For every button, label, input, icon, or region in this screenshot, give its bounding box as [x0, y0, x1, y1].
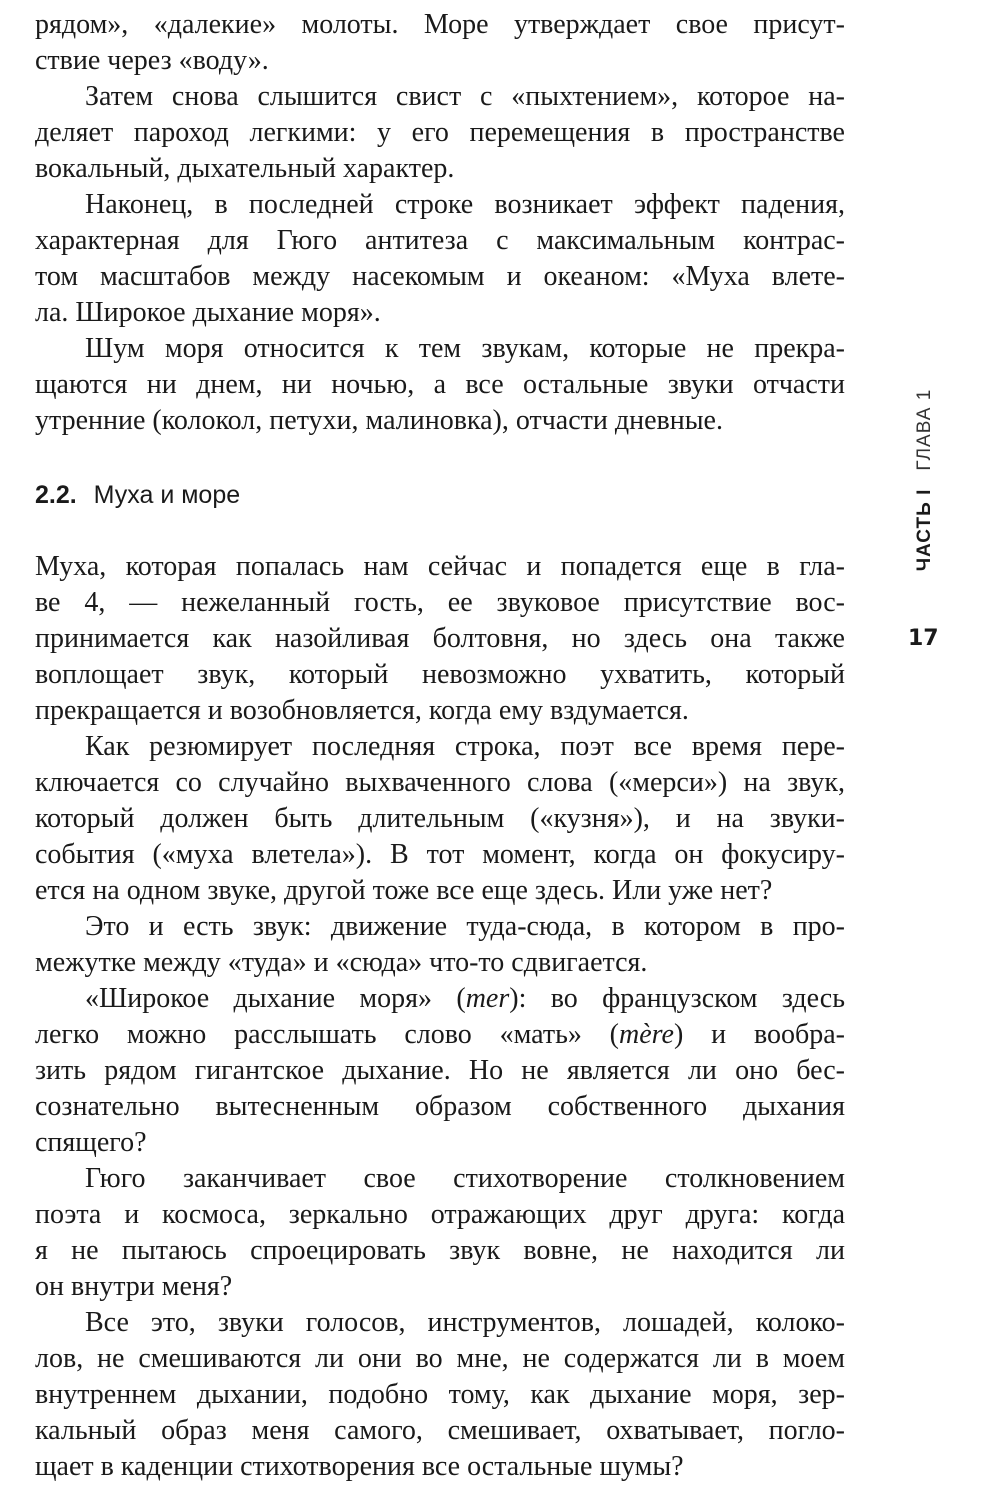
paragraph — [35, 549, 845, 729]
text-segment: принимается как назойливая болтовня, но здесь она также — [35, 623, 845, 654]
text-line — [35, 295, 845, 331]
text-line — [35, 1161, 845, 1197]
running-head-part: ЧАСТЬ I — [914, 488, 935, 572]
section-title: Муха и море — [93, 481, 241, 509]
text-segment: кальный образ меня самого, смешивает, охватывает, погло- — [35, 1415, 845, 1446]
text-line — [35, 1089, 845, 1125]
text-line — [35, 1305, 845, 1341]
text-segment: поэта и космоса, зеркально отражающих друг друга: когда — [35, 1199, 845, 1230]
text-segment: Как резюмирует последняя строка, поэт все время пере- — [85, 731, 845, 762]
text-segment: сознательно вытесненным образом собственного дыхания — [35, 1091, 845, 1122]
text-line — [35, 981, 845, 1017]
text-segment: Все это, звуки голосов, инструментов, лошадей, колоко- — [85, 1307, 845, 1338]
page-body — [35, 7, 845, 1485]
text-segment: спящего? — [35, 1127, 147, 1158]
text-segment: щаются ни днем, ни ночью, а все остальные звуки отчасти — [35, 369, 845, 400]
text-line — [35, 1197, 845, 1233]
text-line — [35, 7, 845, 43]
text-segment: Затем снова слышится свист с «пыхтением», которое на- — [85, 81, 845, 112]
paragraph — [35, 1161, 845, 1305]
text-segment: прекращается и возобновляется, когда ему вздумается. — [35, 695, 689, 726]
text-line — [35, 403, 845, 439]
text-line — [35, 1125, 845, 1161]
text-segment: Муха, которая попалась нам сейчас и попадется еще в гла- — [35, 551, 845, 582]
text-line — [35, 765, 845, 801]
text-line — [35, 79, 845, 115]
page-number: 17 — [908, 626, 939, 651]
text-line — [35, 1269, 845, 1305]
running-head — [905, 375, 945, 585]
text-line — [35, 945, 845, 981]
text-line — [35, 1377, 845, 1413]
paragraph — [35, 729, 845, 909]
text-line — [35, 115, 845, 151]
text-segment: он внутри меня? — [35, 1271, 233, 1302]
text-segment: ключается со случайно выхваченного слова («мерси») на звук, — [35, 767, 845, 798]
text-segment: ве 4, — нежеланный гость, ее звуковое присутствие вос- — [35, 587, 845, 618]
italic-text: mère — [619, 1019, 674, 1050]
text-line — [35, 367, 845, 403]
text-segment: ствие через «воду». — [35, 45, 269, 76]
text-segment: внутреннем дыхании, подобно тому, как дыхание моря, зер- — [35, 1379, 845, 1410]
text-line — [35, 585, 845, 621]
text-line — [35, 259, 845, 295]
text-segment: утренние (колокол, петухи, малиновка), отчасти дневные. — [35, 405, 723, 436]
paragraph — [35, 7, 845, 79]
text-segment: характерная для Гюго антитеза с максимальным контрас- — [35, 225, 845, 256]
text-line — [35, 729, 845, 765]
paragraph — [35, 331, 845, 439]
text-segment: ла. Широкое дыхание моря». — [35, 297, 381, 328]
text-segment: воплощает звук, который невозможно ухватить, который — [35, 659, 845, 690]
paragraph — [35, 981, 845, 1161]
text-segment: межутке между «туда» и «сюда» что-то сдвигается. — [35, 947, 648, 978]
text-segment: который должен быть длительным («кузня»), и на звуки- — [35, 803, 845, 834]
section-number: 2.2. — [35, 481, 77, 509]
text-line — [35, 909, 845, 945]
text-segment: Наконец, в последней строке возникает эффект падения, — [85, 189, 845, 220]
paragraphs-before-heading — [35, 7, 845, 439]
text-line — [35, 151, 845, 187]
text-segment: ется на одном звуке, другой тоже все еще здесь. Или уже нет? — [35, 875, 773, 906]
text-line — [35, 657, 845, 693]
text-line — [35, 1053, 845, 1089]
text-line — [35, 837, 845, 873]
text-segment: легко можно расслышать слово «мать» ( — [35, 1019, 620, 1050]
text-line — [35, 187, 845, 223]
text-line — [35, 801, 845, 837]
paragraph — [35, 187, 845, 331]
text-line — [35, 1017, 845, 1053]
text-segment: зить рядом гигантское дыхание. Но не является ли оно бес- — [35, 1055, 845, 1086]
text-line — [35, 693, 845, 729]
running-head-chapter: ГЛАВА 1 — [914, 388, 935, 471]
text-line — [35, 331, 845, 367]
text-segment: ) и вообра- — [673, 1019, 845, 1050]
text-segment: вокальный, дыхательный характер. — [35, 153, 455, 184]
text-line — [35, 1341, 845, 1377]
text-segment: том масштабов между насекомым и океаном: «Муха влете- — [35, 261, 845, 292]
text-segment: я не пытаюсь спроецировать звук вовне, не находится ли — [35, 1235, 845, 1266]
text-segment: рядом», «далекие» молоты. Море утверждает свое присут- — [35, 9, 845, 40]
paragraph — [35, 1305, 845, 1485]
paragraph — [35, 909, 845, 981]
italic-text: mer — [465, 983, 510, 1014]
text-segment: деляет пароход легкими: у его перемещения в пространстве — [35, 117, 845, 148]
text-line — [35, 1413, 845, 1449]
text-line — [35, 1233, 845, 1269]
text-segment: щает в каденции стихотворения все остальные шумы? — [35, 1451, 684, 1482]
text-segment: «Широкое дыхание моря» ( — [85, 983, 466, 1014]
text-line — [35, 1449, 845, 1485]
text-segment: события («муха влетела»). В тот момент, когда он фокусиру- — [35, 839, 845, 870]
text-segment: Это и есть звук: движение туда-сюда, в котором в про- — [85, 911, 845, 942]
text-segment: Гюго заканчивает свое стихотворение столкновением — [85, 1163, 845, 1194]
text-line — [35, 873, 845, 909]
text-segment: Шум моря относится к тем звукам, которые не прекра- — [85, 333, 845, 364]
section-heading — [35, 477, 845, 513]
text-line — [35, 549, 845, 585]
paragraph — [35, 79, 845, 187]
paragraphs-after-heading — [35, 549, 845, 1485]
text-segment: лов, не смешиваются ли они во мне, не содержатся ли в моем — [35, 1343, 845, 1374]
text-line — [35, 621, 845, 657]
text-line — [35, 223, 845, 259]
text-line — [35, 43, 845, 79]
text-segment: ): во французском здесь — [509, 983, 845, 1014]
